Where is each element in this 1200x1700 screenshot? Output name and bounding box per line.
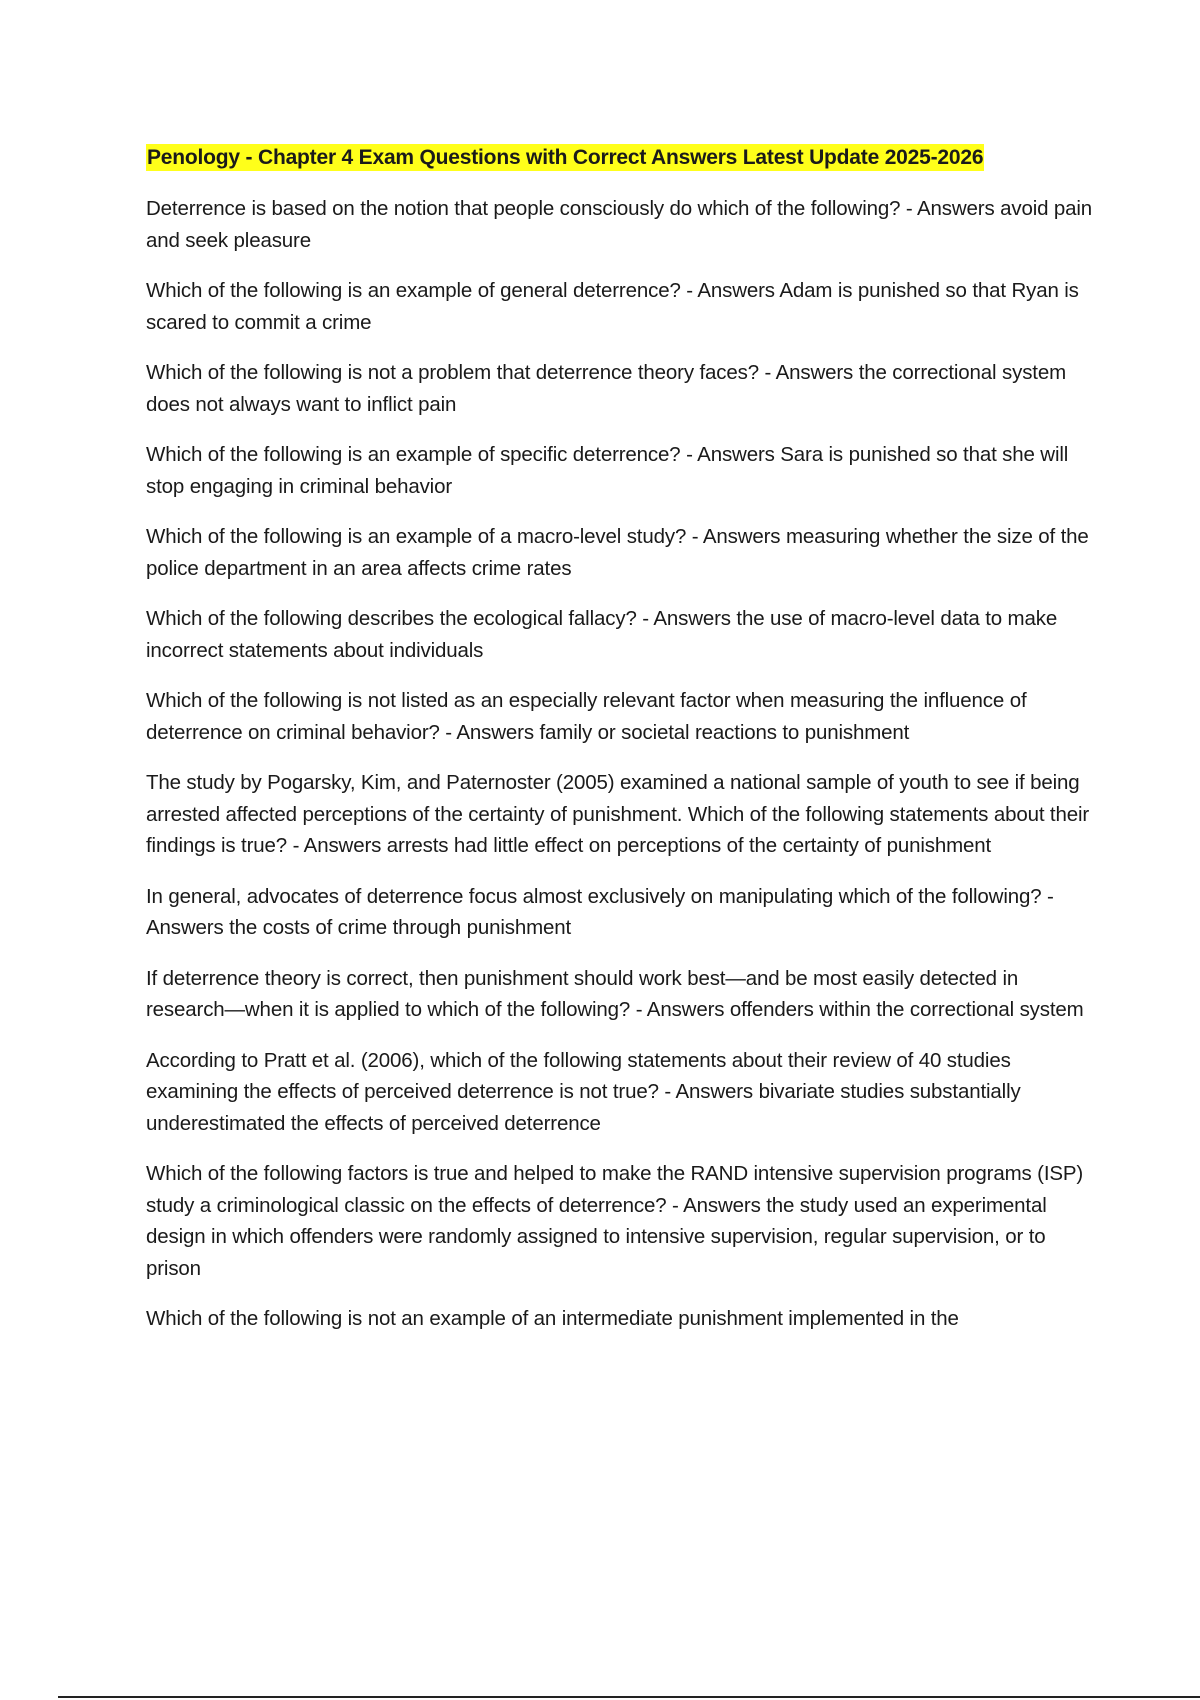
qa-item: Which of the following describes the ecological fallacy? - Answers the use of macro-level data to make incorrect statements about individuals (146, 607, 1058, 662)
page-bottom-rule (58, 1696, 1200, 1698)
document-title: Penology - Chapter 4 Exam Questions with Correct Answers Latest Update 2025-2026 (147, 146, 984, 169)
qa-item: Which of the following is an example of specific deterrence? - Answers Sara is punished so that she will stop engaging in criminal behavior (146, 443, 1069, 498)
title-block (146, 142, 1096, 175)
qa-item: Which of the following factors is true and helped to make the RAND intensive supervision programs (ISP) study a criminological classic on the effects of deterrence? - Answers the study used an experimental design in which offenders were randomly assigned to intensive supervision, regular supervision, or to prison (146, 1162, 1084, 1280)
document-page (146, 142, 1096, 1354)
qa-item: Deterrence is based on the notion that people consciously do which of the following? - Answers avoid pain and seek pleasure (146, 197, 1093, 252)
qa-item: The study by Pogarsky, Kim, and Paternoster (2005) examined a national sample of youth to see if being arrested affected perceptions of the certainty of punishment. Which of the following statements about their findings is true? - Answers arrests had little effect on perceptions of the certainty of punishment (146, 771, 1090, 857)
qa-item: If deterrence theory is correct, then punishment should work best—and be most easily detected in research—when it is applied to which of the following? - Answers offenders within the correctional system (146, 966, 1084, 1021)
qa-item: Which of the following is an example of general deterrence? - Answers Adam is punished so that Ryan is scared to commit a crime (146, 279, 1079, 334)
qa-item: Which of the following is not listed as an especially relevant factor when measuring the influence of deterrence on criminal behavior? - Answers family or societal reactions to punishment (146, 689, 1027, 744)
qa-item-partial: Which of the following is not an example of an intermediate punishment implemented in the (146, 1307, 959, 1330)
qa-item: Which of the following is not a problem that deterrence theory faces? - Answers the correctional system does not always want to inflict pain (146, 361, 1067, 416)
qa-item: According to Pratt et al. (2006), which of the following statements about their review of 40 studies examining the effects of perceived deterrence is not true? - Answers bivariate studies substantially underestimated the effects of perceived deterrence (146, 1048, 1021, 1135)
qa-item: Which of the following is an example of a macro-level study? - Answers measuring whether the size of the police department in an area affects crime rates (146, 525, 1089, 580)
qa-item: In general, advocates of deterrence focus almost exclusively on manipulating which of the following? - Answers the costs of crime through punishment (146, 884, 1054, 939)
